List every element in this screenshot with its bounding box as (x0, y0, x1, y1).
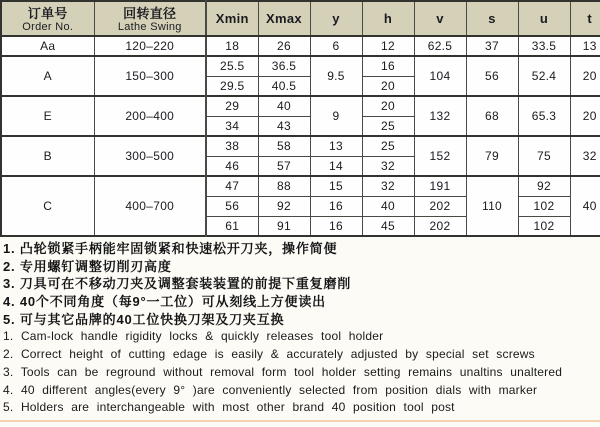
table-cell: 56 (466, 56, 518, 96)
table-cell: 47 (206, 176, 258, 196)
table-cell: 25 (362, 136, 414, 156)
col-header-s: s (466, 1, 518, 36)
table-cell: 16 (310, 216, 362, 236)
header-row (1, 1, 600, 36)
table-cell: 75 (518, 136, 570, 176)
table-cell: 6 (310, 36, 362, 56)
table-cell: 202 (414, 196, 466, 216)
table-cell: 13 (310, 136, 362, 156)
table-cell: 46 (206, 156, 258, 176)
note-line-zh: 2. 专用螺钉调整切削刃高度 (3, 258, 172, 274)
table-cell: 36.5 (258, 56, 310, 76)
table-cell: 43 (258, 116, 310, 136)
cell-order: C (1, 176, 94, 236)
cell-swing: 300–500 (94, 136, 206, 176)
table-cell: 110 (466, 176, 518, 236)
table-cell: 38 (206, 136, 258, 156)
table-row (1, 56, 600, 76)
table-cell: 20 (570, 96, 600, 136)
table-cell: 104 (414, 56, 466, 96)
table-cell: 79 (466, 136, 518, 176)
note-line-zh: 4. 40个不同角度（每9°一工位）可从刻线上方便读出 (3, 294, 326, 310)
table-cell: 62.5 (414, 36, 466, 56)
note-line-en: 2. Correct height of cutting edage is easily & accurately adjusted by special set screws (3, 347, 535, 362)
table-cell: 32 (362, 176, 414, 196)
table-cell: 102 (518, 216, 570, 236)
col-header-swing (94, 1, 206, 36)
table-cell: 25 (362, 116, 414, 136)
table-cell: 202 (414, 216, 466, 236)
table-cell: 16 (310, 196, 362, 216)
cell-swing: 150–300 (94, 56, 206, 96)
cell-swing: 200–400 (94, 96, 206, 136)
table-cell: 25.5 (206, 56, 258, 76)
table-cell: 102 (518, 196, 570, 216)
table-cell: 18 (206, 36, 258, 56)
col-header-swing-en: Lathe Swing (117, 20, 182, 33)
table-cell: 29.5 (206, 76, 258, 96)
table-cell: 20 (362, 96, 414, 116)
table-cell: 40 (362, 196, 414, 216)
note-line-en: 1. Cam-lock handle rigidity locks & quickly releases tool holder (3, 329, 384, 344)
table-cell: 34 (206, 116, 258, 136)
cell-swing: 400–700 (94, 176, 206, 236)
table-cell: 132 (414, 96, 466, 136)
table-cell: 45 (362, 216, 414, 236)
table-row (1, 96, 600, 116)
table-cell: 40 (570, 176, 600, 236)
table-row (1, 136, 600, 156)
table-cell: 9 (310, 96, 362, 136)
table-cell: 32 (570, 136, 600, 176)
note-line-en: 4. 40 different angles(every 9° )are conveniently selected from position dials with marker (3, 382, 538, 397)
col-header-xmin: Xmin (206, 1, 258, 36)
cell-order: E (1, 96, 94, 136)
table-row (1, 36, 600, 56)
table-cell: 92 (258, 196, 310, 216)
table-cell: 16 (362, 56, 414, 76)
col-header-t: t (570, 1, 600, 36)
table-cell: 68 (466, 96, 518, 136)
table-cell: 20 (570, 56, 600, 96)
cell-order: Aa (1, 36, 94, 56)
table-cell: 57 (258, 156, 310, 176)
table-cell: 58 (258, 136, 310, 156)
notes-section (0, 240, 600, 417)
table-cell: 61 (206, 216, 258, 236)
divider-line (0, 420, 600, 422)
table-cell: 152 (414, 136, 466, 176)
table-cell: 92 (518, 176, 570, 196)
note-line-zh: 1. 凸轮锁紧手柄能牢固锁紧和快速松开刀夹，操作简便 (3, 241, 338, 256)
note-line-zh: 3. 刀具可在不移动刀夹及调整套装装置的前提下重复磨削 (3, 276, 352, 292)
note-line-zh: 5. 可与其它品牌的40工位快换刀架及刀夹互换 (3, 311, 285, 327)
col-header-y: y (310, 1, 362, 36)
table-cell: 9.5 (310, 56, 362, 96)
table-cell: 32 (362, 156, 414, 176)
table-cell: 91 (258, 216, 310, 236)
note-line-en: 5. Holders are interchangeable with most other brand 40 position tool post (3, 400, 455, 415)
table-cell: 40.5 (258, 76, 310, 96)
table-cell: 65.3 (518, 96, 570, 136)
note-line-en: 3. Tools can be reground without removal form tool holder setting remains unaltins unaltered (3, 364, 563, 379)
col-header-order-zh: 订单号 (27, 5, 68, 21)
table-cell: 20 (362, 76, 414, 96)
col-header-swing-zh: 回转直径 (123, 5, 177, 21)
col-header-u: u (518, 1, 570, 36)
table-cell: 29 (206, 96, 258, 116)
table-cell: 56 (206, 196, 258, 216)
table-cell: 13 (570, 36, 600, 56)
cell-swing: 120–220 (94, 36, 206, 56)
col-header-order (1, 1, 94, 36)
table-cell: 88 (258, 176, 310, 196)
table-cell: 15 (310, 176, 362, 196)
table-cell: 40 (258, 96, 310, 116)
cell-order: B (1, 136, 94, 176)
table-row (1, 176, 600, 196)
table-cell: 191 (414, 176, 466, 196)
table-cell: 33.5 (518, 36, 570, 56)
col-header-order-en: Order No. (22, 20, 74, 33)
cell-order: A (1, 56, 94, 96)
table-cell: 37 (466, 36, 518, 56)
table-cell: 26 (258, 36, 310, 56)
col-header-h: h (362, 1, 414, 36)
table-cell: 12 (362, 36, 414, 56)
col-header-xmax: Xmax (258, 1, 310, 36)
table-cell: 14 (310, 156, 362, 176)
col-header-v: v (414, 1, 466, 36)
table-cell: 52.4 (518, 56, 570, 96)
